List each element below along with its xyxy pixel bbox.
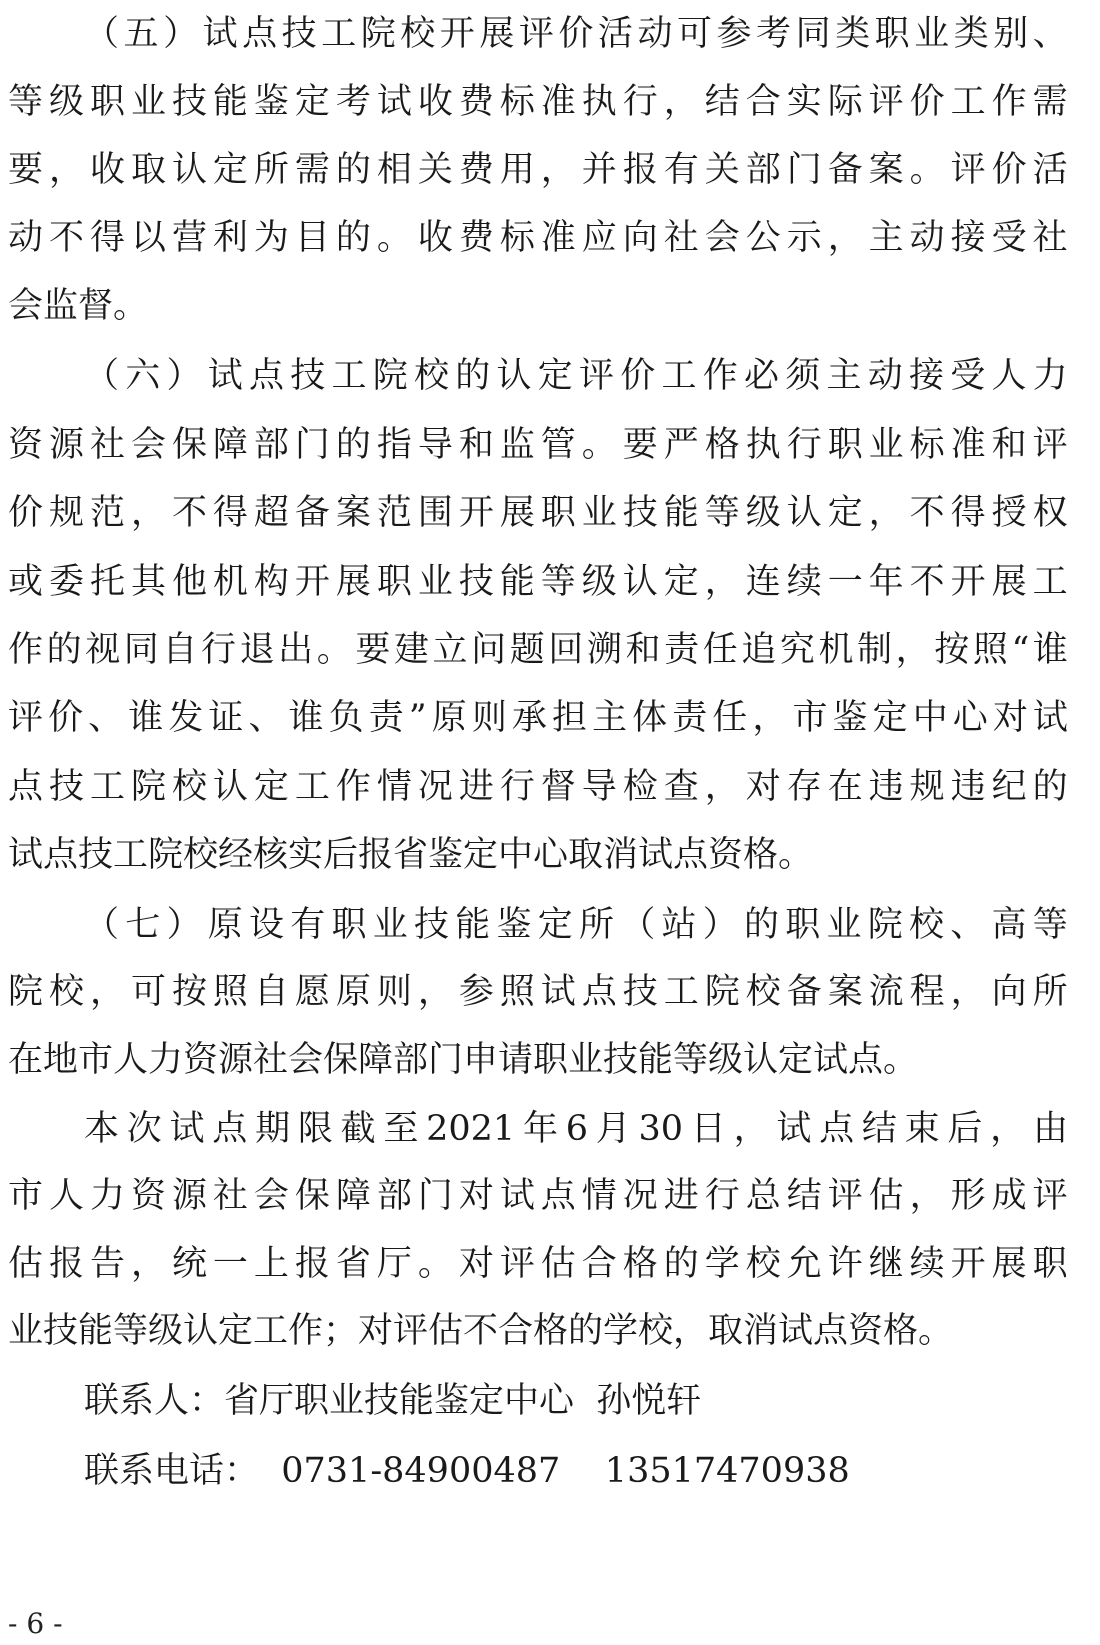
paragraph-seven-line-2: 院 校 ， 可 按 照 自 愿 原 则 ， 参 照 试 点 技 工 院 校 备 案 流 程 ， 向 所: [8, 972, 1068, 1012]
paragraph-six-line-3: 价 规 范 ， 不 得 超 备 案 范 围 开 展 职 业 技 能 等 级 认 定 ， 不 得 授 权: [8, 493, 1068, 533]
paragraph-six-line-7: 点 技 工 院 校 认 定 工 作 情 况 进 行 督 导 检 查 ， 对 存 在 违 规 违 纪 的: [8, 767, 1068, 807]
paragraph-five-line-1: （ 五 ） 试 点 技 工 院 校 开 展 评 价 活 动 可 参 考 同 类 职 业 类 别 、: [84, 14, 1068, 54]
paragraph-five-line-3: 要 ， 收 取 认 定 所 需 的 相 关 费 用 ， 并 报 有 关 部 门 备 案 。 评 价 活: [8, 150, 1068, 190]
paragraph-deadline-line-3: 估 报 告 ， 统 一 上 报 省 厅 。 对 评 估 合 格 的 学 校 允 许 继 续 开 展 职: [8, 1244, 1068, 1284]
paragraph-six-line-6: 评 价 、 谁 发 证 、 谁 负 责 ” 原 则 承 担 主 体 责 任 ， 市 鉴 定 中 心 对 试: [8, 698, 1068, 738]
paragraph-six-line-8: 试点技工院校经核实后报省鉴定中心取消试点资格。: [8, 835, 814, 875]
paragraph-five-line-5: 会监督。: [8, 286, 149, 326]
paragraph-six-line-4: 或 委 托 其 他 机 构 开 展 职 业 技 能 等 级 认 定 ， 连 续 一 年 不 开 展 工: [8, 562, 1068, 602]
paragraph-six-line-1: （ 六 ） 试 点 技 工 院 校 的 认 定 评 价 工 作 必 须 主 动 接 受 人 力: [84, 356, 1068, 396]
paragraph-deadline-line-1: 本 次 试 点 期 限 截 至 2021 年 6 月 30 日 ， 试 点 结 束 后 ， 由: [84, 1109, 1068, 1149]
page-number: - 6 -: [8, 1607, 63, 1640]
paragraph-six-line-2: 资 源 社 会 保 障 部 门 的 指 导 和 监 管 。 要 严 格 执 行 职 业 标 准 和 评: [8, 425, 1068, 465]
paragraph-deadline-line-2: 市 人 力 资 源 社 会 保 障 部 门 对 试 点 情 况 进 行 总 结 评 估 ， 形 成 评: [8, 1176, 1068, 1216]
paragraph-seven-line-3: 在地市人力资源社会保障部门申请职业技能等级认定试点。: [8, 1040, 919, 1080]
paragraph-deadline-line-4: 业技能等级认定工作；对评估不合格的学校，取消试点资格。: [8, 1311, 954, 1351]
contact-person: 联系人：省厅职业技能鉴定中心 孙悦轩: [84, 1381, 702, 1421]
paragraph-seven-line-1: （ 七 ） 原 设 有 职 业 技 能 鉴 定 所 （ 站 ） 的 职 业 院 校 、 高 等: [84, 905, 1068, 945]
paragraph-five-line-4: 动 不 得 以 营 利 为 目 的 。 收 费 标 准 应 向 社 会 公 示 ， 主 动 接 受 社: [8, 218, 1068, 258]
paragraph-six-line-5: 作 的 视 同 自 行 退 出 。 要 建 立 问 题 回 溯 和 责 任 追 究 机 制 ， 按 照 “ 谁: [8, 630, 1068, 670]
paragraph-five-line-2: 等 级 职 业 技 能 鉴 定 考 试 收 费 标 准 执 行 ， 结 合 实 际 评 价 工 作 需: [8, 82, 1068, 122]
contact-phone: 联系电话： 0731-84900487 13517470938: [84, 1451, 850, 1491]
